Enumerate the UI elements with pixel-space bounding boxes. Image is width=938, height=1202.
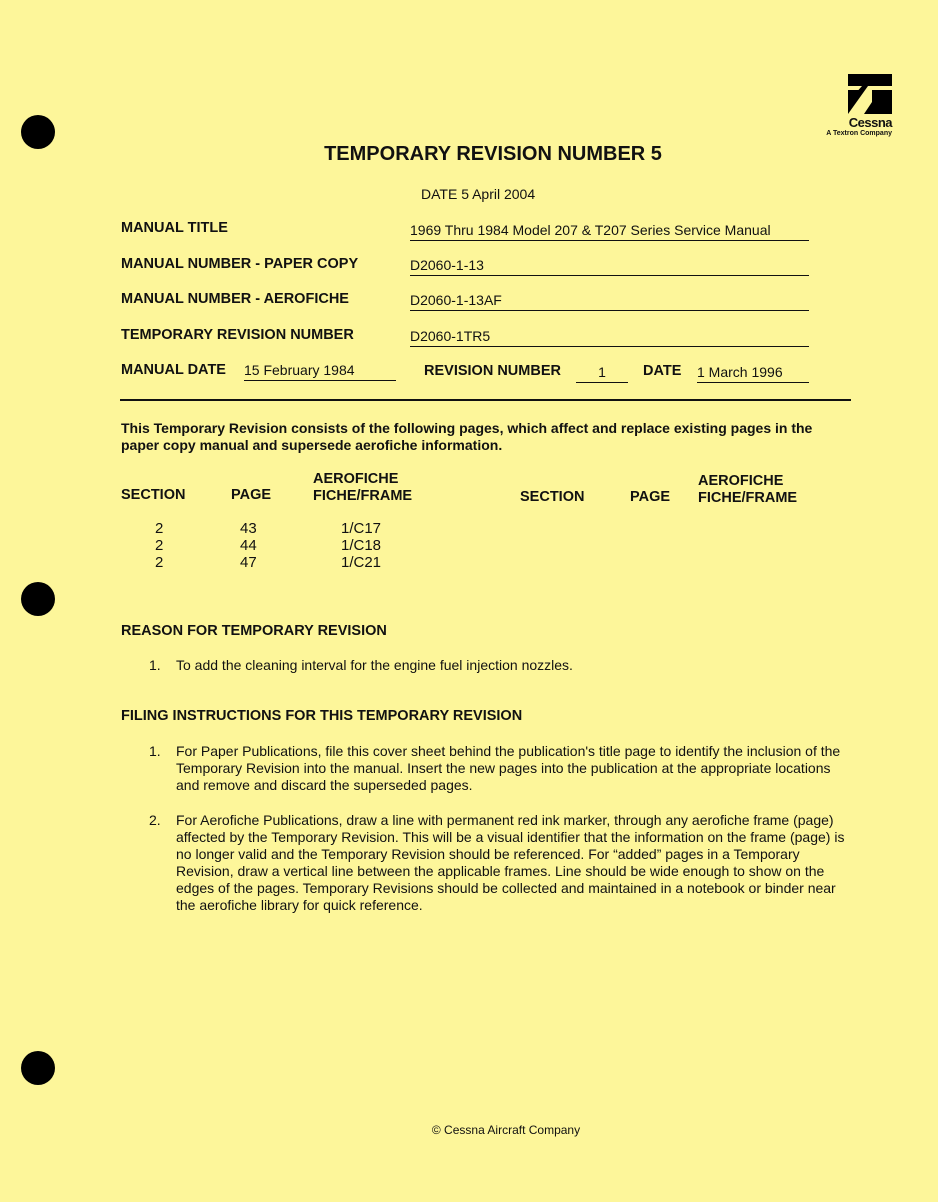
aerofiche-value: D2060-1-13AF — [410, 292, 809, 311]
page-title: TEMPORARY REVISION NUMBER 5 — [324, 143, 662, 165]
manual-date-value: 15 February 1984 — [244, 362, 396, 381]
table-row-page: 43 — [240, 520, 257, 537]
reason-item-number: 1. — [149, 657, 161, 673]
binder-hole — [21, 1051, 55, 1085]
intro-text: This Temporary Revision consists of the following pages, which affect and replace existing pages in the paper copy manual and supersede aerofiche information. — [121, 420, 813, 453]
manual-title-value: 1969 Thru 1984 Model 207 & T207 Series Service Manual — [410, 222, 809, 241]
copyright-footer: © Cessna Aircraft Company — [431, 1123, 581, 1137]
tr-number-value: D2060-1TR5 — [410, 328, 809, 347]
table-row-page: 47 — [240, 554, 257, 571]
filing-item-number: 1. — [149, 743, 161, 759]
binder-hole — [21, 582, 55, 616]
col-page-header: PAGE — [231, 487, 272, 503]
reason-item-text: To add the cleaning interval for the engine fuel injection nozzles. — [176, 657, 573, 673]
aerofiche-label: MANUAL NUMBER - AEROFICHE — [121, 291, 349, 307]
col-aerofiche-header-right: AEROFICHE — [698, 473, 784, 489]
filing-item-text: For Aerofiche Publications, draw a line with permanent red ink marker, through any aerofiche frame (page) affected by the Temporary Revision. This will be a visual identifier that the information on the frame (page) is no longer valid and the Temporary Revision should be referenced. For “added” pages in a Temporary Revision, draw a vertical line between the applicable frames. Line should be wide enough to show on the edges of the pages. Temporary Revisions should be collected and maintained in a notebook or binder near the aerofiche library for quick reference. — [176, 812, 845, 913]
col-frame-header: FICHE/FRAME — [313, 488, 413, 504]
table-row-frame: 1/C18 — [341, 537, 382, 554]
revision-date-value: 1 March 1996 — [697, 364, 809, 383]
brand-tagline: A Textron Company — [826, 130, 892, 137]
cessna-emblem-icon — [808, 72, 894, 116]
col-aerofiche-header: AEROFICHE — [313, 471, 399, 487]
tr-number-label: TEMPORARY REVISION NUMBER — [121, 327, 354, 343]
col-page-header-right: PAGE — [630, 489, 671, 505]
revision-number-label: REVISION NUMBER — [424, 363, 561, 379]
section-divider — [120, 399, 851, 401]
paper-copy-label: MANUAL NUMBER - PAPER COPY — [121, 256, 359, 272]
col-section-header: SECTION — [121, 487, 186, 503]
filing-item-number: 2. — [149, 812, 161, 828]
filing-heading: FILING INSTRUCTIONS FOR THIS TEMPORARY REVISION — [121, 708, 523, 724]
table-row-section: 2 — [155, 554, 164, 571]
col-frame-header-right: FICHE/FRAME — [698, 490, 798, 506]
table-row-frame: 1/C21 — [341, 554, 382, 571]
issue-date: DATE 5 April 2004 — [421, 186, 536, 202]
table-row-section: 2 — [155, 537, 164, 554]
cessna-logo — [808, 72, 894, 140]
revision-number-value: 1 — [576, 364, 628, 383]
manual-date-label: MANUAL DATE — [121, 362, 226, 378]
brand-name: Cessna — [848, 115, 892, 130]
reason-heading: REASON FOR TEMPORARY REVISION — [121, 623, 387, 639]
table-row-page: 44 — [240, 537, 257, 554]
table-row-section: 2 — [155, 520, 164, 537]
col-section-header-right: SECTION — [520, 489, 585, 505]
paper-copy-value: D2060-1-13 — [410, 257, 809, 276]
manual-title-label: MANUAL TITLE — [121, 220, 228, 236]
revision-date-label: DATE — [643, 363, 682, 379]
table-row-frame: 1/C17 — [341, 520, 382, 537]
filing-item-text: For Paper Publications, file this cover sheet behind the publication's title page to identify the inclusion of the Temporary Revision into the manual. Insert the new pages into the publication at the appropriate locations and remove and discard the superseded pages. — [176, 743, 841, 793]
